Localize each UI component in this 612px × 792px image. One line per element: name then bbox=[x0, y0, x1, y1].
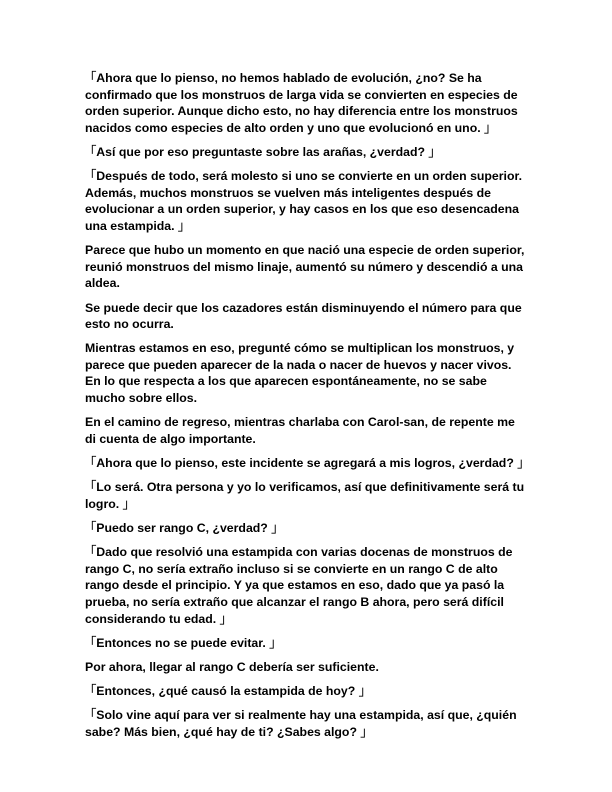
narration-paragraph: Mientras estamos en eso, pregunté cómo se multiplican los monstruos, y parece que pueden aparecer de la nada o nacer de huevos y nacer vivos. En lo que respecta a los que aparecen espontáneamente, no se sabe mucho sobre ellos. bbox=[85, 341, 515, 406]
dialogue-paragraph: 「Ahora que lo pienso, este incidente se agregará a mis logros, ¿verdad? 」 bbox=[84, 456, 530, 471]
narration-paragraph: Se puede decir que los cazadores están disminuyendo el número para que esto no ocurra. bbox=[85, 300, 522, 332]
dialogue-paragraph: 「Ahora que lo pienso, no hemos hablado de evolución, ¿no? Se ha confirmado que los monstruos de larga vida se convierten en especies de orden superior. Aunque dicho esto, no hay diferencia entre los monstruos nacidos como especies de alto orden y uno que evolucionó en uno. 」 bbox=[84, 71, 518, 135]
dialogue-paragraph: 「Así que por eso preguntaste sobre las arañas, ¿verdad? 」 bbox=[84, 144, 441, 159]
narration-paragraph: Parece que hubo un momento en que nació una especie de orden superior, reunió monstruos del mismo linaje, aumentó su número y descendió a una aldea. bbox=[85, 243, 525, 291]
dialogue-paragraph: 「Puedo ser rango C, ¿verdad? 」 bbox=[84, 521, 284, 535]
dialogue-paragraph: 「Solo vine aquí para ver si realmente hay una estampida, así que, ¿quién sabe? Más bien, ¿qué hay de ti? ¿Sabes algo? 」 bbox=[84, 708, 517, 739]
narration-paragraph: Por ahora, llegar al rango C debería ser suficiente. bbox=[85, 659, 379, 674]
dialogue-paragraph: 「Entonces no se puede evitar. 」 bbox=[84, 635, 282, 650]
narration-paragraph: En el camino de regreso, mientras charlaba con Carol-san, de repente me di cuenta de algo importante. bbox=[85, 415, 515, 446]
dialogue-paragraph: 「Después de todo, será molesto si uno se convierte en un orden superior. Además, muchos monstruos se vuelven más inteligentes después de evolucionar a un orden superior, y hay casos en los que eso desencadena una estampida. 」 bbox=[84, 169, 523, 233]
dialogue-paragraph: 「Entonces, ¿qué causó la estampida de hoy? 」 bbox=[84, 684, 371, 699]
document-page bbox=[84, 70, 530, 748]
dialogue-paragraph: 「Lo será. Otra persona y yo lo verificamos, así que definitivamente será tu logro. 」 bbox=[84, 480, 525, 511]
dialogue-paragraph: 「Dado que resolvió una estampida con varias docenas de monstruos de rango C, no sería extraño incluso si se convierte en un rango C de alto rango desde el principio. Y ya que estamos en eso, dado que ya pasó la prueba, no sería extraño que alcanzar el rango B ahora, pero será difícil considerando tu edad. 」 bbox=[84, 545, 513, 626]
